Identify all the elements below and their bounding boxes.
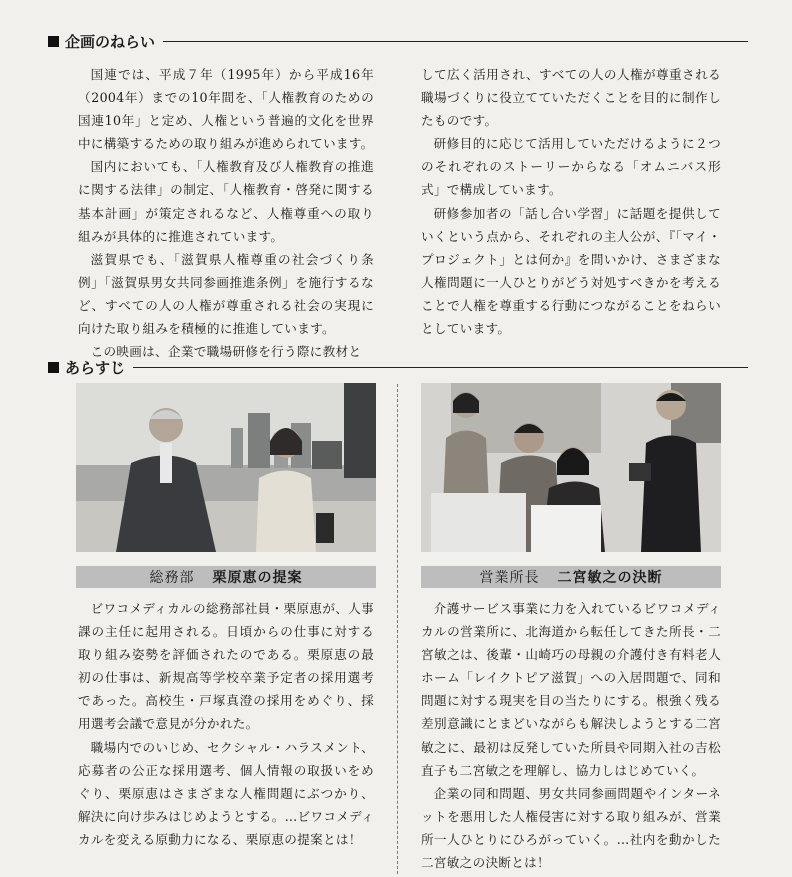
- heading-rule: [133, 367, 748, 368]
- still-photo-ninomiya: [421, 383, 721, 552]
- aims-paragraph: 国内においても、「人権教育及び人権教育の推進に関する法律」の制定、「人権教育・啓発に関する基本計画」が策定されるなど、人権尊重への取り組みが具体的に推進されています。: [78, 159, 374, 244]
- synopsis-paragraph: 企業の同和問題、男女共同参画問題やインターネットを悪用した人権侵害に対する取り組みが、営業所一人ひとりにひろがっていく。…社内を動かした二宮敏之の決断とは！: [421, 785, 721, 871]
- synopsis-heading-label: あらすじ: [65, 359, 126, 377]
- aims-heading: [48, 31, 748, 52]
- synopsis-paragraph: 介護サービス事業に力を入れているビワコメディカルの営業所に、北海道から転任してきた所長・二宮敏之は、後輩・山崎巧の母親の介護付き有料老人ホーム「レイクトピア滋賀」への入居問題で、同和問題に対する現実を目の当たりにする。根強く残る差別意識にとまどいながらも解決しようとする二宮敏之に、最初は反発していた所員や同期入社の吉松直子も二宮敏之を理解し、協力しはじめていく。: [421, 601, 721, 778]
- still-photo-kurihara: [76, 383, 376, 552]
- episode-title-bar-right: [421, 566, 721, 588]
- aims-paragraph: 国連では、平成７年（1995年）から平成16年（2004年）までの10年間を、「人権教育のための国連10年」と定め、人権という普遍的文化を世界中に構築するための取り組みが進められています。: [78, 67, 374, 152]
- synopsis-column-right: [421, 597, 721, 874]
- episode-title: 栗原恵の提案: [212, 570, 303, 586]
- episode-role: 総務部: [149, 570, 195, 586]
- aims-column-left: [78, 63, 374, 363]
- synopsis-column-left: [78, 597, 374, 851]
- synopsis-paragraph: 職場内でのいじめ、セクシャル・ハラスメント、応募者の公正な採用選考、個人情報の取扱いをめぐり、栗原恵はさまざまな人権問題にぶつかり、解決に向け歩みはじめようとする。…ビワコメディカルを変える原動力になる、栗原恵の提案とは！: [78, 739, 374, 847]
- aims-paragraph: して広く活用され、すべての人の人権が尊重される職場づくりに役立てていただくことを目的に制作したものです。: [421, 67, 721, 129]
- heading-square-icon: [48, 362, 59, 373]
- heading-rule: [163, 41, 748, 42]
- heading-square-icon: [48, 36, 59, 47]
- aims-paragraph: 研修目的に応じて活用していただけるように２つのそれぞれのストーリーからなる「オムニバス形式」で構成しています。: [421, 136, 721, 198]
- synopsis-heading: [48, 357, 748, 378]
- aims-paragraph: この映画は、企業で職場研修を行う際に教材と: [90, 344, 362, 360]
- episode-role: 営業所長: [479, 570, 540, 586]
- aims-heading-label: 企画のねらい: [65, 33, 156, 51]
- aims-paragraph: 滋賀県でも、「滋賀県人権尊重の社会づくり条例」「滋賀県男女共同参画推進条例」を施行するなど、すべての人の人権が尊重される社会の実現に向けた取り組みを積極的に推進しています。: [78, 251, 374, 337]
- aims-paragraph: 研修参加者の「話し合い学習」に話題を提供していくという点から、それぞれの主人公が、『「マイ・プロジェクト」とは何か』を問いかけ、さまざまな人権問題に一人ひとりがどう対処すべきかを考えることで人権を尊重する行動につながることをねらいとしています。: [421, 205, 721, 337]
- episode-title-bar-left: [76, 566, 376, 588]
- aims-column-right: [421, 63, 721, 340]
- synopsis-paragraph: ビワコメディカルの総務部社員・栗原恵が、人事課の主任に起用される。日頃からの仕事に対する取り組み姿勢を評価されたのである。栗原恵の最初の仕事は、新規高等学校卒業予定者の採用選考であった。高校生・戸塚真澄の採用をめぐり、採用選考会議で意見が分かれた。: [78, 601, 374, 732]
- column-divider: [397, 384, 398, 874]
- episode-title: 二宮敏之の決断: [557, 570, 663, 586]
